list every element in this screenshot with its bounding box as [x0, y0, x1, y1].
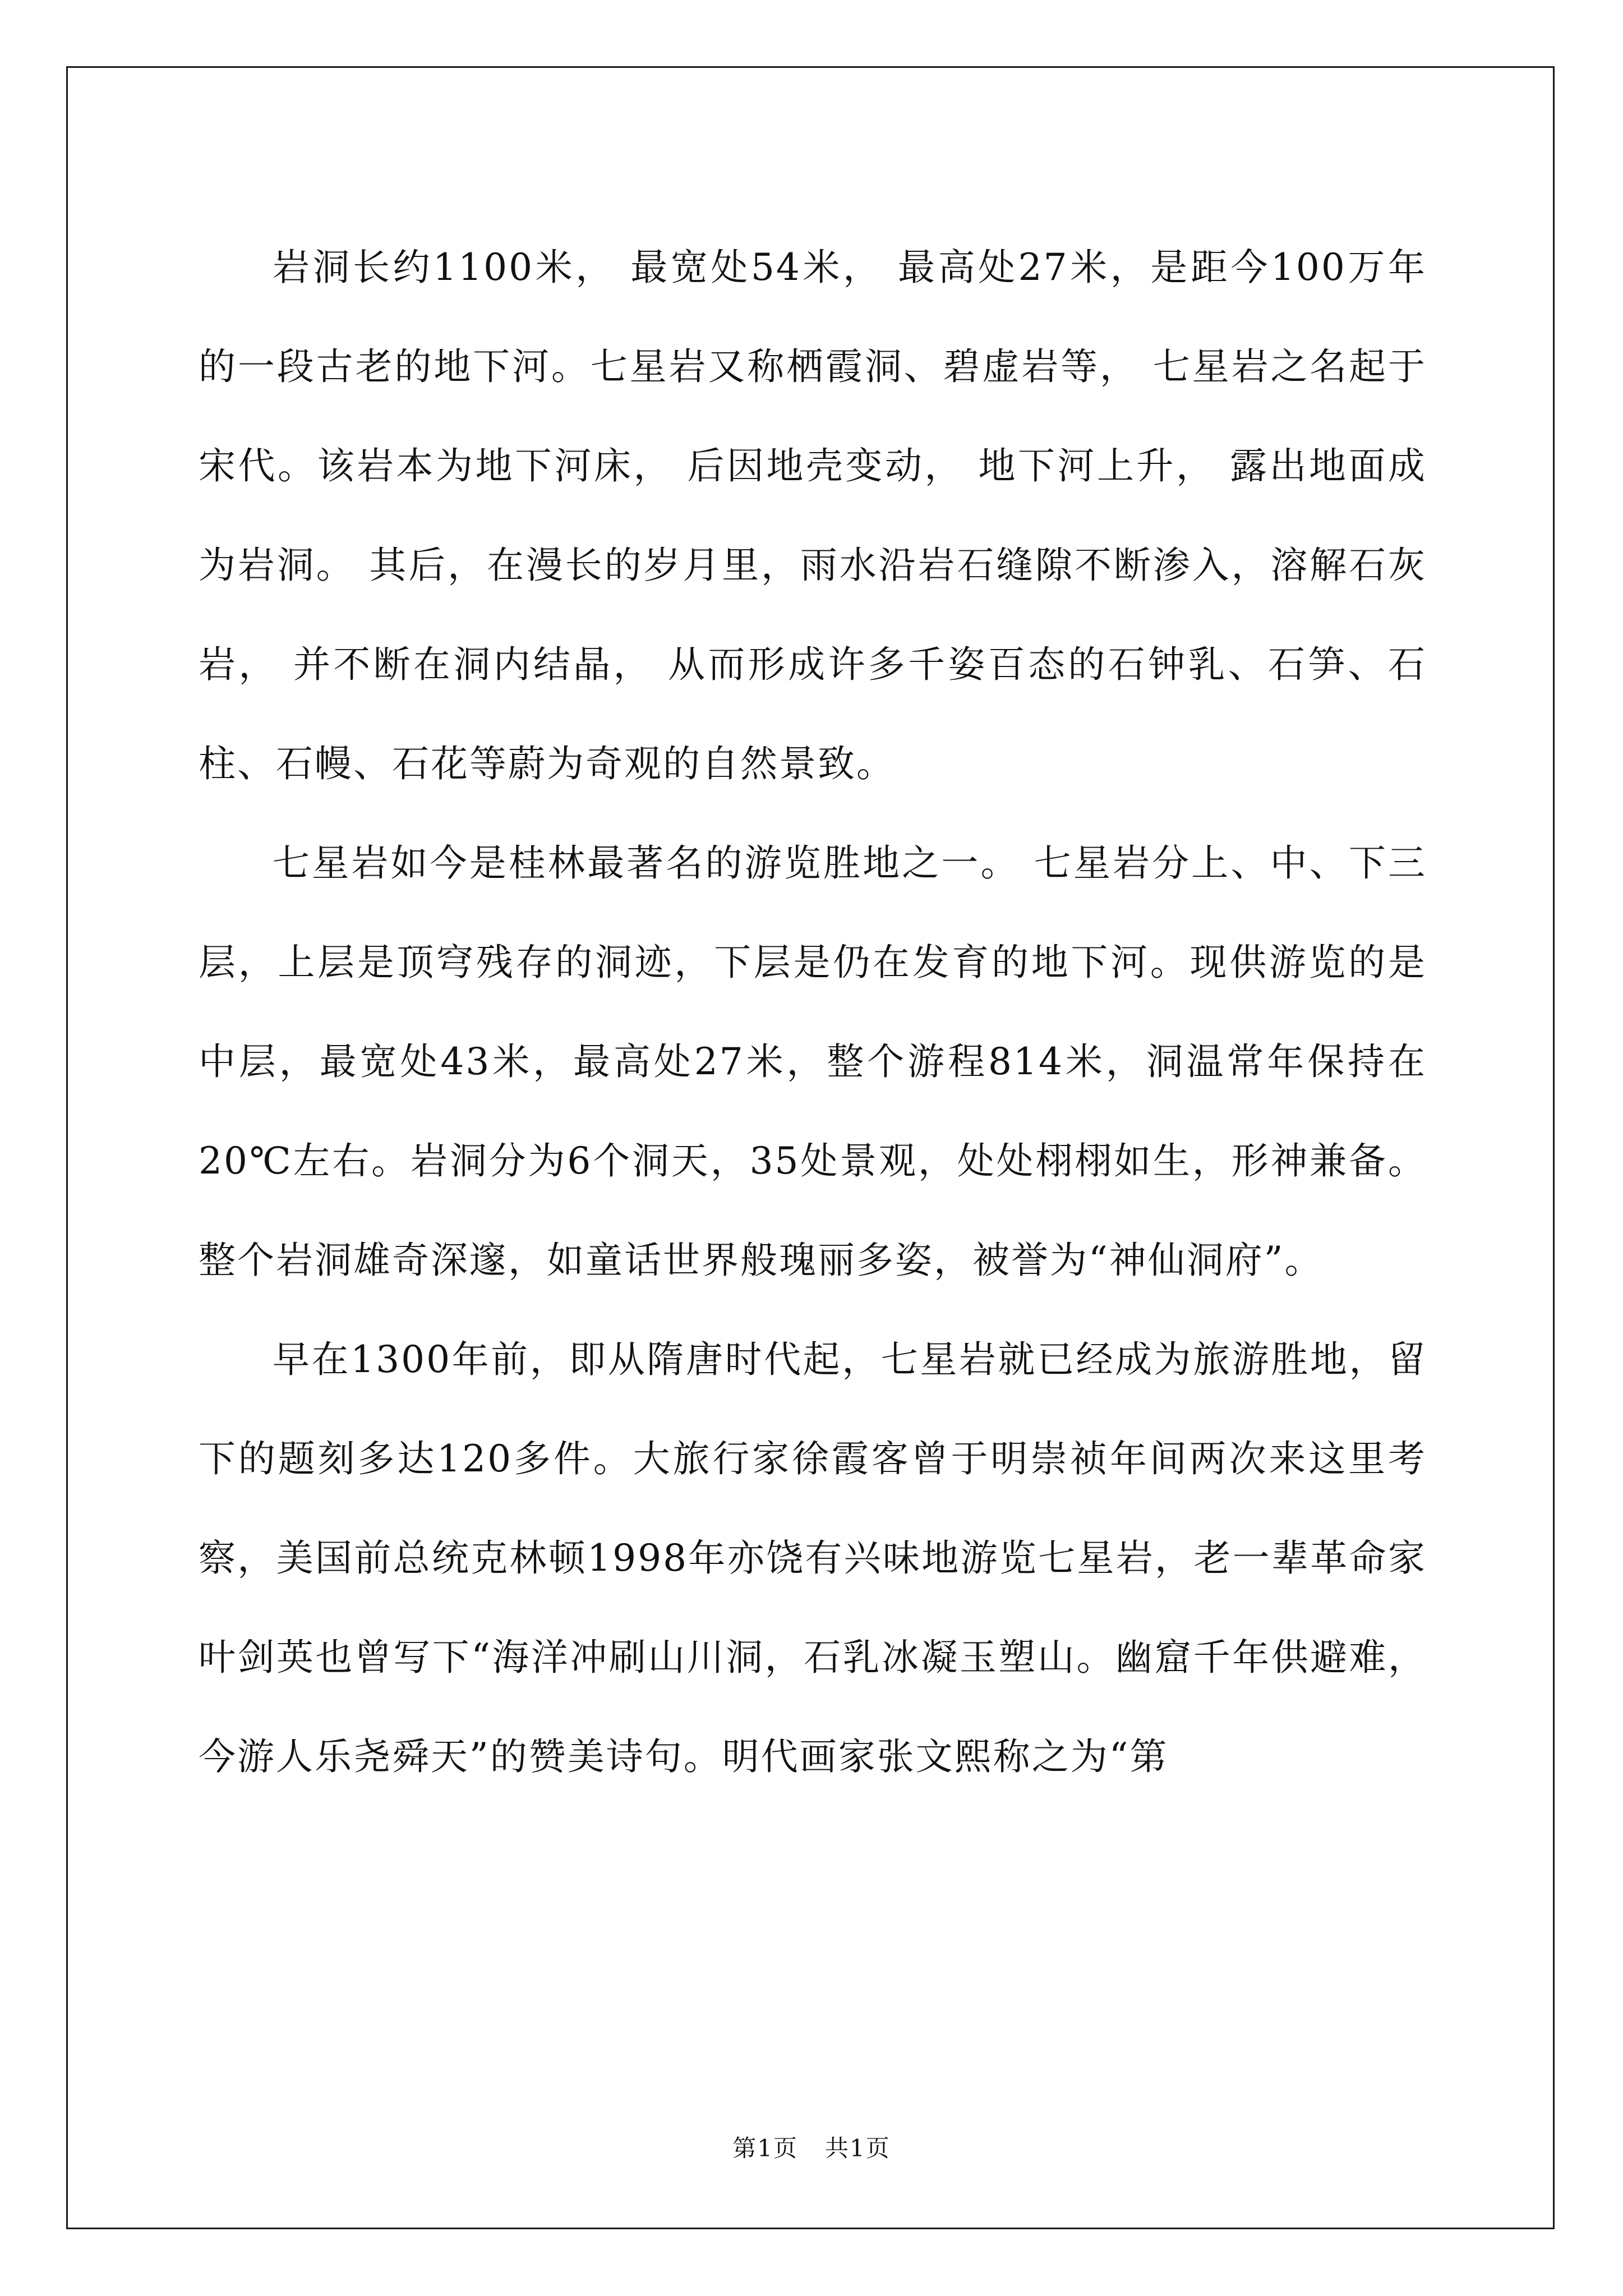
paragraph-1: 岩洞长约1100米， 最宽处54米， 最高处27米，是距今100万年的一段古老的地下河。七星岩又称栖霞洞、碧虚岩等， 七星岩之名起于宋代。该岩本为地下河床， 后因地壳变动， 地下河上升， 露出地面成为岩洞。 其后，在漫长的岁月里，雨水沿岩石缝隙不断渗入，溶解石灰岩， 并不断在洞内结晶， 从而形成许多千姿百态的石钟乳、石笋、石柱、石幔、石花等蔚为奇观的自然景致。 — [199, 246, 1427, 785]
document-body — [199, 218, 1427, 1806]
page-number-current: 第1页 — [732, 2134, 798, 2162]
page-footer — [0, 2132, 1623, 2165]
page-number-total: 共1页 — [825, 2134, 891, 2162]
paragraph-3: 早在1300年前，即从隋唐时代起，七星岩就已经成为旅游胜地，留下的题刻多达120多件。大旅行家徐霞客曾于明崇祯年间两次来这里考察，美国前总统克林顿1998年亦饶有兴味地游览七星岩，老一辈革命家叶剑英也曾写下“海洋冲刷山川洞，石乳冰凝玉塑山。幽窟千年供避难，今游人乐尧舜天”的赞美诗句。明代画家张文熙称之为“第 — [199, 1338, 1427, 1778]
paragraph-2: 七星岩如今是桂林最著名的游览胜地之一。 七星岩分上、中、下三层，上层是顶穹残存的洞迹，下层是仍在发育的地下河。现供游览的是中层，最宽处43米，最高处27米，整个游程814米，洞温常年保持在20℃左右。岩洞分为6个洞天，35处景观，处处栩栩如生，形神兼备。整个岩洞雄奇深邃，如童话世界般瑰丽多姿，被誉为“神仙洞府”。 — [199, 841, 1427, 1282]
